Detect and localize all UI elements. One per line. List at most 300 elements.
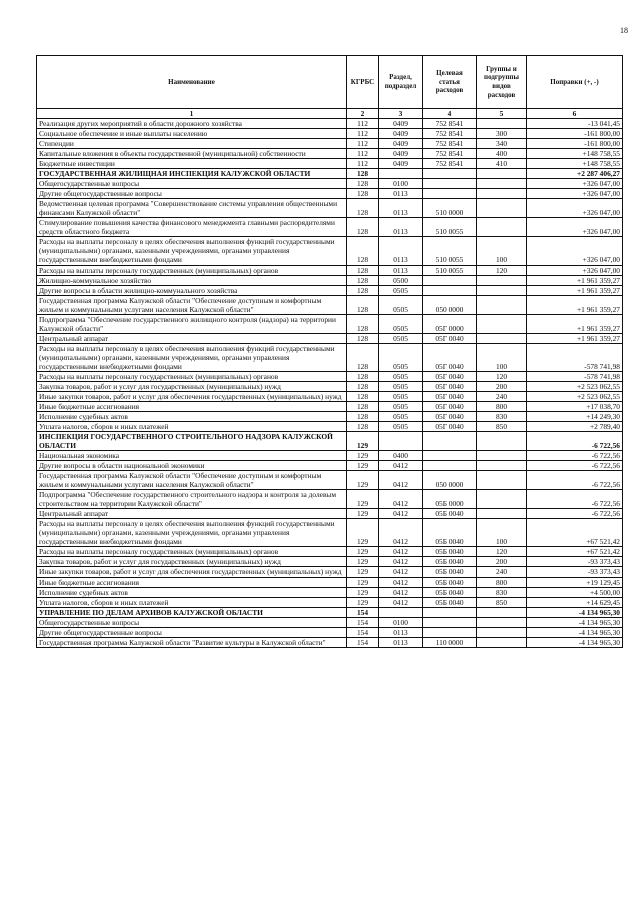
- table-row: [37, 401, 623, 411]
- row-razdel: 0505: [379, 295, 423, 314]
- row-razdel: 0409: [379, 119, 423, 129]
- row-expense-type: [477, 451, 527, 461]
- row-amount: -6 722,56: [527, 461, 623, 471]
- row-target-article: 110 0000: [423, 637, 477, 647]
- table-row: [37, 343, 623, 371]
- row-name: Центральный аппарат: [37, 333, 347, 343]
- row-expense-type: [477, 490, 527, 509]
- budget-table: [36, 55, 623, 648]
- row-kvsr: 112: [347, 149, 379, 159]
- table-row: [37, 577, 623, 587]
- row-name: Национальная экономика: [37, 451, 347, 461]
- row-name: Капитальные вложения в объекты государственной (муниципальной) собственности: [37, 149, 347, 159]
- table-row: [37, 275, 623, 285]
- row-razdel: 0400: [379, 451, 423, 461]
- row-razdel: 0409: [379, 139, 423, 149]
- row-kvsr: 128: [347, 285, 379, 295]
- row-expense-type: [477, 199, 527, 218]
- row-razdel: 0505: [379, 314, 423, 333]
- row-target-article: 510 0055: [423, 218, 477, 237]
- row-amount: -161 800,00: [527, 129, 623, 139]
- row-amount: +1 961 359,27: [527, 333, 623, 343]
- row-kvsr: 112: [347, 119, 379, 129]
- row-name: Центральный аппарат: [37, 509, 347, 519]
- row-amount: +326 047,00: [527, 237, 623, 265]
- row-expense-type: [477, 617, 527, 627]
- row-kvsr: 128: [347, 422, 379, 432]
- header-kvsr: КГРБС: [347, 56, 379, 109]
- table-row: [37, 169, 623, 179]
- column-number: 4: [423, 109, 477, 119]
- table-row: [37, 333, 623, 343]
- row-expense-type: [477, 432, 527, 451]
- table-row: [37, 471, 623, 490]
- row-razdel: 0412: [379, 519, 423, 547]
- row-target-article: 05Б 0040: [423, 577, 477, 587]
- row-razdel: 0412: [379, 509, 423, 519]
- table-row: [37, 509, 623, 519]
- row-target-article: 05Б 0000: [423, 490, 477, 509]
- table-row: [37, 490, 623, 509]
- row-name: Социальное обеспечение и иные выплаты населению: [37, 129, 347, 139]
- row-name: Исполнение судебных актов: [37, 587, 347, 597]
- table-row: [37, 461, 623, 471]
- table-row: [37, 422, 623, 432]
- row-target-article: 510 0000: [423, 199, 477, 218]
- row-name: Общегосударственные вопросы: [37, 179, 347, 189]
- row-razdel: 0113: [379, 627, 423, 637]
- row-target-article: [423, 607, 477, 617]
- row-amount: -93 373,43: [527, 557, 623, 567]
- row-name: Другие общегосударственные вопросы: [37, 627, 347, 637]
- row-amount: -161 800,00: [527, 139, 623, 149]
- table-row: [37, 265, 623, 275]
- table-row: [37, 159, 623, 169]
- row-razdel: 0409: [379, 159, 423, 169]
- row-name: ИНСПЕКЦИЯ ГОСУДАРСТВЕННОГО СТРОИТЕЛЬНОГО НАДЗОРА КАЛУЖСКОЙ ОБЛАСТИ: [37, 432, 347, 451]
- row-kvsr: 128: [347, 218, 379, 237]
- row-razdel: 0505: [379, 422, 423, 432]
- row-name: Подпрограмма "Обеспечение государственного жилищного контроля (надзора) на территории Калужской области": [37, 314, 347, 333]
- row-target-article: 05Б 0040: [423, 597, 477, 607]
- row-kvsr: 128: [347, 237, 379, 265]
- table-row: [37, 637, 623, 647]
- row-kvsr: 129: [347, 557, 379, 567]
- row-expense-type: [477, 607, 527, 617]
- row-expense-type: 240: [477, 391, 527, 401]
- row-kvsr: 129: [347, 490, 379, 509]
- row-amount: +1 961 359,27: [527, 285, 623, 295]
- row-expense-type: 340: [477, 139, 527, 149]
- row-razdel: 0113: [379, 189, 423, 199]
- row-kvsr: 129: [347, 451, 379, 461]
- row-razdel: 0113: [379, 237, 423, 265]
- row-target-article: 05Г 0000: [423, 314, 477, 333]
- row-kvsr: 129: [347, 432, 379, 451]
- row-expense-type: [477, 169, 527, 179]
- row-razdel: 0412: [379, 567, 423, 577]
- row-amount: +2 789,40: [527, 422, 623, 432]
- table-row: [37, 547, 623, 557]
- table-row: [37, 451, 623, 461]
- row-kvsr: 154: [347, 637, 379, 647]
- row-target-article: 510 0055: [423, 237, 477, 265]
- row-target-article: 05Б 0040: [423, 519, 477, 547]
- row-razdel: 0412: [379, 577, 423, 587]
- row-expense-type: [477, 461, 527, 471]
- row-name: Иные бюджетные ассигнования: [37, 401, 347, 411]
- row-amount: +326 047,00: [527, 199, 623, 218]
- row-kvsr: 129: [347, 577, 379, 587]
- table-row: [37, 119, 623, 129]
- row-kvsr: 128: [347, 381, 379, 391]
- row-target-article: 05Б 0040: [423, 567, 477, 577]
- column-number: 6: [527, 109, 623, 119]
- table-row: [37, 411, 623, 421]
- header-name: Наименование: [37, 56, 347, 109]
- row-amount: +326 047,00: [527, 179, 623, 189]
- row-expense-type: 400: [477, 149, 527, 159]
- row-expense-type: 120: [477, 265, 527, 275]
- row-amount: +67 521,42: [527, 519, 623, 547]
- row-name: Исполнение судебных актов: [37, 411, 347, 421]
- row-expense-type: 200: [477, 381, 527, 391]
- row-expense-type: [477, 295, 527, 314]
- row-kvsr: 128: [347, 189, 379, 199]
- page-number: 18: [620, 26, 628, 35]
- row-amount: +14 249,30: [527, 411, 623, 421]
- row-expense-type: 410: [477, 159, 527, 169]
- table-row: [37, 432, 623, 451]
- row-expense-type: 100: [477, 237, 527, 265]
- row-razdel: [379, 169, 423, 179]
- row-target-article: [423, 627, 477, 637]
- row-target-article: 050 0000: [423, 471, 477, 490]
- row-razdel: 0505: [379, 285, 423, 295]
- row-expense-type: 120: [477, 371, 527, 381]
- row-amount: -4 134 965,30: [527, 607, 623, 617]
- row-expense-type: [477, 189, 527, 199]
- table-row: [37, 519, 623, 547]
- row-razdel: 0100: [379, 179, 423, 189]
- row-target-article: 050 0000: [423, 295, 477, 314]
- row-expense-type: [477, 471, 527, 490]
- row-name: Расходы на выплаты персоналу государственных (муниципальных) органов: [37, 371, 347, 381]
- row-name: Иные бюджетные ассигнования: [37, 577, 347, 587]
- row-amount: +326 047,00: [527, 218, 623, 237]
- row-name: Общегосударственные вопросы: [37, 617, 347, 627]
- row-amount: +148 758,55: [527, 149, 623, 159]
- row-expense-type: [477, 285, 527, 295]
- row-target-article: 752 8541: [423, 139, 477, 149]
- table-row: [37, 129, 623, 139]
- row-razdel: 0113: [379, 199, 423, 218]
- row-amount: -6 722,56: [527, 432, 623, 451]
- row-target-article: 05Г 0040: [423, 422, 477, 432]
- row-name: Другие вопросы в области жилищно-коммунального хозяйства: [37, 285, 347, 295]
- row-razdel: 0100: [379, 617, 423, 627]
- row-razdel: 0505: [379, 343, 423, 371]
- row-target-article: [423, 451, 477, 461]
- row-kvsr: 128: [347, 295, 379, 314]
- table-row: [37, 381, 623, 391]
- row-expense-type: 800: [477, 577, 527, 587]
- row-kvsr: 112: [347, 159, 379, 169]
- row-target-article: 752 8541: [423, 159, 477, 169]
- row-kvsr: 129: [347, 461, 379, 471]
- header-razdel: Раздел, подраздел: [379, 56, 423, 109]
- row-amount: -4 134 965,30: [527, 627, 623, 637]
- row-target-article: [423, 169, 477, 179]
- row-amount: +2 523 062,55: [527, 391, 623, 401]
- row-razdel: 0113: [379, 265, 423, 275]
- row-name: Закупка товаров, работ и услуг для государственных (муниципальных) нужд: [37, 381, 347, 391]
- table-row: [37, 567, 623, 577]
- row-amount: -13 041,45: [527, 119, 623, 129]
- row-name: Стимулирование повышения качества финансового менеджмента главными распорядителями средств областного бюджета: [37, 218, 347, 237]
- row-razdel: 0505: [379, 391, 423, 401]
- row-expense-type: 100: [477, 343, 527, 371]
- row-name: Бюджетные инвестиции: [37, 159, 347, 169]
- row-target-article: 05Г 0040: [423, 333, 477, 343]
- row-kvsr: 154: [347, 617, 379, 627]
- row-kvsr: 154: [347, 607, 379, 617]
- row-razdel: 0409: [379, 149, 423, 159]
- row-expense-type: [477, 179, 527, 189]
- row-expense-type: [477, 509, 527, 519]
- row-name: Стипендии: [37, 139, 347, 149]
- column-number-row: [37, 109, 623, 119]
- row-target-article: 05Г 0040: [423, 371, 477, 381]
- row-expense-type: 100: [477, 519, 527, 547]
- row-kvsr: 112: [347, 139, 379, 149]
- row-name: Уплата налогов, сборов и иных платежей: [37, 422, 347, 432]
- row-razdel: 0505: [379, 381, 423, 391]
- row-target-article: 752 8541: [423, 119, 477, 129]
- row-expense-type: [477, 119, 527, 129]
- column-number: 3: [379, 109, 423, 119]
- row-expense-type: 300: [477, 129, 527, 139]
- row-target-article: [423, 275, 477, 285]
- row-expense-type: [477, 333, 527, 343]
- row-expense-type: 200: [477, 557, 527, 567]
- row-razdel: 0505: [379, 411, 423, 421]
- header-target-article: Целевая статья расходов: [423, 56, 477, 109]
- table-row: [37, 587, 623, 597]
- table-row: [37, 597, 623, 607]
- row-target-article: [423, 432, 477, 451]
- row-kvsr: 154: [347, 627, 379, 637]
- row-amount: -6 722,56: [527, 471, 623, 490]
- table-row: [37, 627, 623, 637]
- row-name: Расходы на выплаты персоналу государственных (муниципальных) органов: [37, 265, 347, 275]
- row-kvsr: 128: [347, 314, 379, 333]
- row-name: Государственная программа Калужской области "Обеспечение доступным и комфортным жильем и коммунальными услугами населения Калужской области": [37, 471, 347, 490]
- header-amount: Поправки (+, -): [527, 56, 623, 109]
- row-name: Иные закупки товаров, работ и услуг для обеспечения государственных (муниципальных) нужд: [37, 391, 347, 401]
- row-target-article: 05Б 0040: [423, 557, 477, 567]
- row-kvsr: 128: [347, 275, 379, 285]
- row-name: Ведомственная целевая программа "Совершенствование системы управления общественными финансами Калужской области": [37, 199, 347, 218]
- table-row: [37, 557, 623, 567]
- row-expense-type: [477, 275, 527, 285]
- row-expense-type: [477, 637, 527, 647]
- row-amount: -578 741,98: [527, 343, 623, 371]
- row-name: Реализация других мероприятий в области дорожного хозяйства: [37, 119, 347, 129]
- table-header-row: [37, 56, 623, 109]
- row-razdel: 0412: [379, 597, 423, 607]
- row-kvsr: 128: [347, 343, 379, 371]
- row-target-article: [423, 189, 477, 199]
- row-expense-type: 800: [477, 401, 527, 411]
- row-name: Государственная программа Калужской области "Обеспечение доступным и комфортным жильем и коммунальными услугами населения Калужской области": [37, 295, 347, 314]
- row-target-article: [423, 617, 477, 627]
- row-name: Другие общегосударственные вопросы: [37, 189, 347, 199]
- row-target-article: 05Г 0040: [423, 411, 477, 421]
- row-amount: -4 134 965,30: [527, 637, 623, 647]
- row-kvsr: 128: [347, 411, 379, 421]
- row-kvsr: 129: [347, 471, 379, 490]
- row-amount: +67 521,42: [527, 547, 623, 557]
- row-amount: +1 961 359,27: [527, 314, 623, 333]
- column-number: 5: [477, 109, 527, 119]
- row-expense-type: 240: [477, 567, 527, 577]
- row-razdel: 0505: [379, 371, 423, 381]
- row-razdel: [379, 432, 423, 451]
- row-razdel: 0409: [379, 129, 423, 139]
- row-name: Расходы на выплаты персоналу в целях обеспечения выполнения функций государственными (муниципальными) органами, казенными учреждениями, органами управления государственными внебюджетными фондами: [37, 519, 347, 547]
- row-expense-type: 120: [477, 547, 527, 557]
- row-name: Расходы на выплаты персоналу государственных (муниципальных) органов: [37, 547, 347, 557]
- row-kvsr: 129: [347, 519, 379, 547]
- row-expense-type: [477, 218, 527, 237]
- row-amount: -93 373,43: [527, 567, 623, 577]
- table-row: [37, 237, 623, 265]
- row-razdel: 0412: [379, 490, 423, 509]
- table-row: [37, 391, 623, 401]
- table-row: [37, 314, 623, 333]
- row-amount: +17 038,70: [527, 401, 623, 411]
- row-kvsr: 128: [347, 179, 379, 189]
- row-target-article: 05Г 0040: [423, 381, 477, 391]
- row-kvsr: 128: [347, 401, 379, 411]
- row-amount: +1 961 359,27: [527, 275, 623, 285]
- row-kvsr: 128: [347, 169, 379, 179]
- row-amount: +2 287 406,27: [527, 169, 623, 179]
- row-kvsr: 112: [347, 129, 379, 139]
- row-amount: +14 629,45: [527, 597, 623, 607]
- row-name: Жилищно-коммунальное хозяйство: [37, 275, 347, 285]
- row-name: ГОСУДАРСТВЕННАЯ ЖИЛИЩНАЯ ИНСПЕКЦИЯ КАЛУЖСКОЙ ОБЛАСТИ: [37, 169, 347, 179]
- row-kvsr: 128: [347, 333, 379, 343]
- column-number: 1: [37, 109, 347, 119]
- row-name: Государственная программа Калужской области "Развитие культуры в Калужской области": [37, 637, 347, 647]
- row-kvsr: 128: [347, 265, 379, 275]
- column-number: 2: [347, 109, 379, 119]
- table-row: [37, 149, 623, 159]
- row-razdel: 0500: [379, 275, 423, 285]
- row-razdel: 0412: [379, 471, 423, 490]
- row-target-article: 05Б 0040: [423, 509, 477, 519]
- row-kvsr: 129: [347, 587, 379, 597]
- table-row: [37, 189, 623, 199]
- table-row: [37, 199, 623, 218]
- row-kvsr: 129: [347, 597, 379, 607]
- row-amount: -4 134 965,30: [527, 617, 623, 627]
- table-row: [37, 295, 623, 314]
- row-target-article: 05Г 0040: [423, 391, 477, 401]
- row-amount: +148 758,55: [527, 159, 623, 169]
- row-expense-type: 850: [477, 597, 527, 607]
- row-target-article: [423, 179, 477, 189]
- row-razdel: [379, 607, 423, 617]
- row-razdel: 0412: [379, 547, 423, 557]
- row-target-article: 05Б 0040: [423, 587, 477, 597]
- table-row: [37, 617, 623, 627]
- row-razdel: 0113: [379, 637, 423, 647]
- row-kvsr: 128: [347, 199, 379, 218]
- table-row: [37, 139, 623, 149]
- row-amount: +2 523 062,55: [527, 381, 623, 391]
- row-name: Закупка товаров, работ и услуг для государственных (муниципальных) нужд: [37, 557, 347, 567]
- header-expense-type: Группы и подгруппы видов расходов: [477, 56, 527, 109]
- row-razdel: 0505: [379, 401, 423, 411]
- row-name: Подпрограмма "Обеспечение государственного строительного надзора и контроля за долевым строительством на территории Калужской области": [37, 490, 347, 509]
- row-expense-type: [477, 627, 527, 637]
- row-name: Иные закупки товаров, работ и услуг для обеспечения государственных (муниципальных) нужд: [37, 567, 347, 577]
- table-row: [37, 179, 623, 189]
- row-name: Расходы на выплаты персоналу в целях обеспечения выполнения функций государственными (муниципальными) органами, казенными учреждениями, органами управления государственными внебюджетными фондами: [37, 237, 347, 265]
- table-row: [37, 218, 623, 237]
- row-razdel: 0412: [379, 587, 423, 597]
- row-amount: +326 047,00: [527, 189, 623, 199]
- row-amount: +1 961 359,27: [527, 295, 623, 314]
- row-kvsr: 128: [347, 391, 379, 401]
- row-razdel: 0412: [379, 557, 423, 567]
- row-amount: +326 047,00: [527, 265, 623, 275]
- row-target-article: 752 8541: [423, 149, 477, 159]
- row-razdel: 0412: [379, 461, 423, 471]
- row-amount: -6 722,56: [527, 509, 623, 519]
- row-expense-type: 830: [477, 587, 527, 597]
- row-kvsr: 128: [347, 371, 379, 381]
- row-expense-type: 830: [477, 411, 527, 421]
- row-target-article: 752 8541: [423, 129, 477, 139]
- row-amount: -6 722,56: [527, 451, 623, 461]
- row-amount: -6 722,56: [527, 490, 623, 509]
- row-razdel: 0113: [379, 218, 423, 237]
- row-kvsr: 129: [347, 509, 379, 519]
- row-target-article: 05Г 0040: [423, 401, 477, 411]
- table-row: [37, 285, 623, 295]
- row-target-article: [423, 461, 477, 471]
- row-name: УПРАВЛЕНИЕ ПО ДЕЛАМ АРХИВОВ КАЛУЖСКОЙ ОБЛАСТИ: [37, 607, 347, 617]
- row-expense-type: 850: [477, 422, 527, 432]
- row-name: Уплата налогов, сборов и иных платежей: [37, 597, 347, 607]
- table-row: [37, 607, 623, 617]
- row-expense-type: [477, 314, 527, 333]
- row-kvsr: 129: [347, 567, 379, 577]
- row-name: Расходы на выплаты персоналу в целях обеспечения выполнения функций государственными (муниципальными) органами, казенными учреждениями, органами управления государственными внебюджетными фондами: [37, 343, 347, 371]
- row-name: Другие вопросы в области национальной экономики: [37, 461, 347, 471]
- row-amount: +19 129,45: [527, 577, 623, 587]
- row-target-article: [423, 285, 477, 295]
- row-target-article: 510 0055: [423, 265, 477, 275]
- row-amount: +4 500,00: [527, 587, 623, 597]
- table-row: [37, 371, 623, 381]
- row-amount: -578 741,98: [527, 371, 623, 381]
- row-razdel: 0505: [379, 333, 423, 343]
